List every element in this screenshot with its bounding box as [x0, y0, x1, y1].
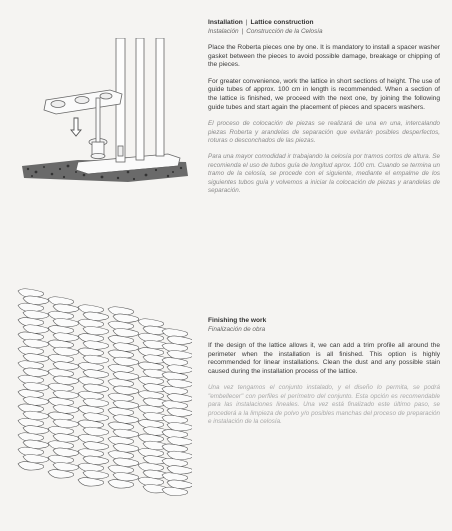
installation-paragraph-es-2: Para una mayor comodidad ir trabajando la celosía por tramos cortos de altura. Se recomienda el uso de tubos guía de longitud aprox. 100 cm. Cuando se termina un tramo de la celosía, se procede con el siguiente, mediante el empalme de los siguientes tubos guía y volvemos a iniciar la colocación de piezas y arandelas de separación. — [208, 153, 440, 194]
installation-section — [208, 18, 440, 203]
finishing-subtitle: Finalización de obra — [208, 326, 266, 333]
guide-tubes — [116, 38, 164, 162]
installation-paragraph-en-1: Place the Roberta pieces one by one. It is mandatory to install a spacer washer gasket between the pieces to avoid possible damage, breakage or chipping of the pieces. — [208, 44, 440, 69]
installation-paragraph-es-1: El proceso de colocación de piezas se realizará de una en una, intercalando piezas Roberta y arandelas de separación que evitarán posibles desperfectos, roturas o desconchados de las piezas. — [208, 120, 440, 144]
lattice-illustration — [10, 282, 192, 502]
installation-subtitle — [208, 27, 440, 36]
finishing-title: Finishing the work — [208, 317, 267, 324]
installation-paragraph-en-2: For greater convenience, work the lattice in short sections of height. The use of guide tubes of approx. 100 cm in length is recommended. When a section of the lattice is finished, we proceed with the next one, by joining the following guide tubes and start again the placement of pieces and spacers washers. — [208, 77, 440, 111]
subtitle-separator: | — [241, 28, 244, 35]
title-separator: | — [245, 19, 248, 26]
finishing-paragraph-en: If the design of the lattice allows it, we can add a trim profile all around the perimeter when the installation is all finished. This option is highly recommended for linear installations. Clean the dust and any possible stain caused during the installation process of the lattice. — [208, 342, 440, 375]
installation-title-part1: Installation — [208, 19, 243, 26]
finishing-section — [208, 316, 440, 434]
finishing-paragraph-es: Una vez tengamos el conjunto instalado, y el diseño lo permita, se podrá "embellecer" con perfiles el perímetro del conjunto. Esta opción es recomendable para las instalaciones lineales. Una vez está finalizado este último paso, se procederá a la limpieza de polvo y/o posibles manchas del proceso de preparación e instalación de la celosía. — [208, 384, 440, 425]
installation-subtitle-part1: Instalación — [208, 28, 239, 35]
installation-subtitle-part2: Construcción de la Celosía — [246, 28, 323, 35]
down-arrow-icon — [71, 118, 81, 136]
roberta-piece — [44, 90, 122, 114]
installation-title — [208, 18, 440, 27]
installation-title-part2: Lattice construction — [250, 19, 314, 26]
installation-illustration — [18, 38, 190, 188]
